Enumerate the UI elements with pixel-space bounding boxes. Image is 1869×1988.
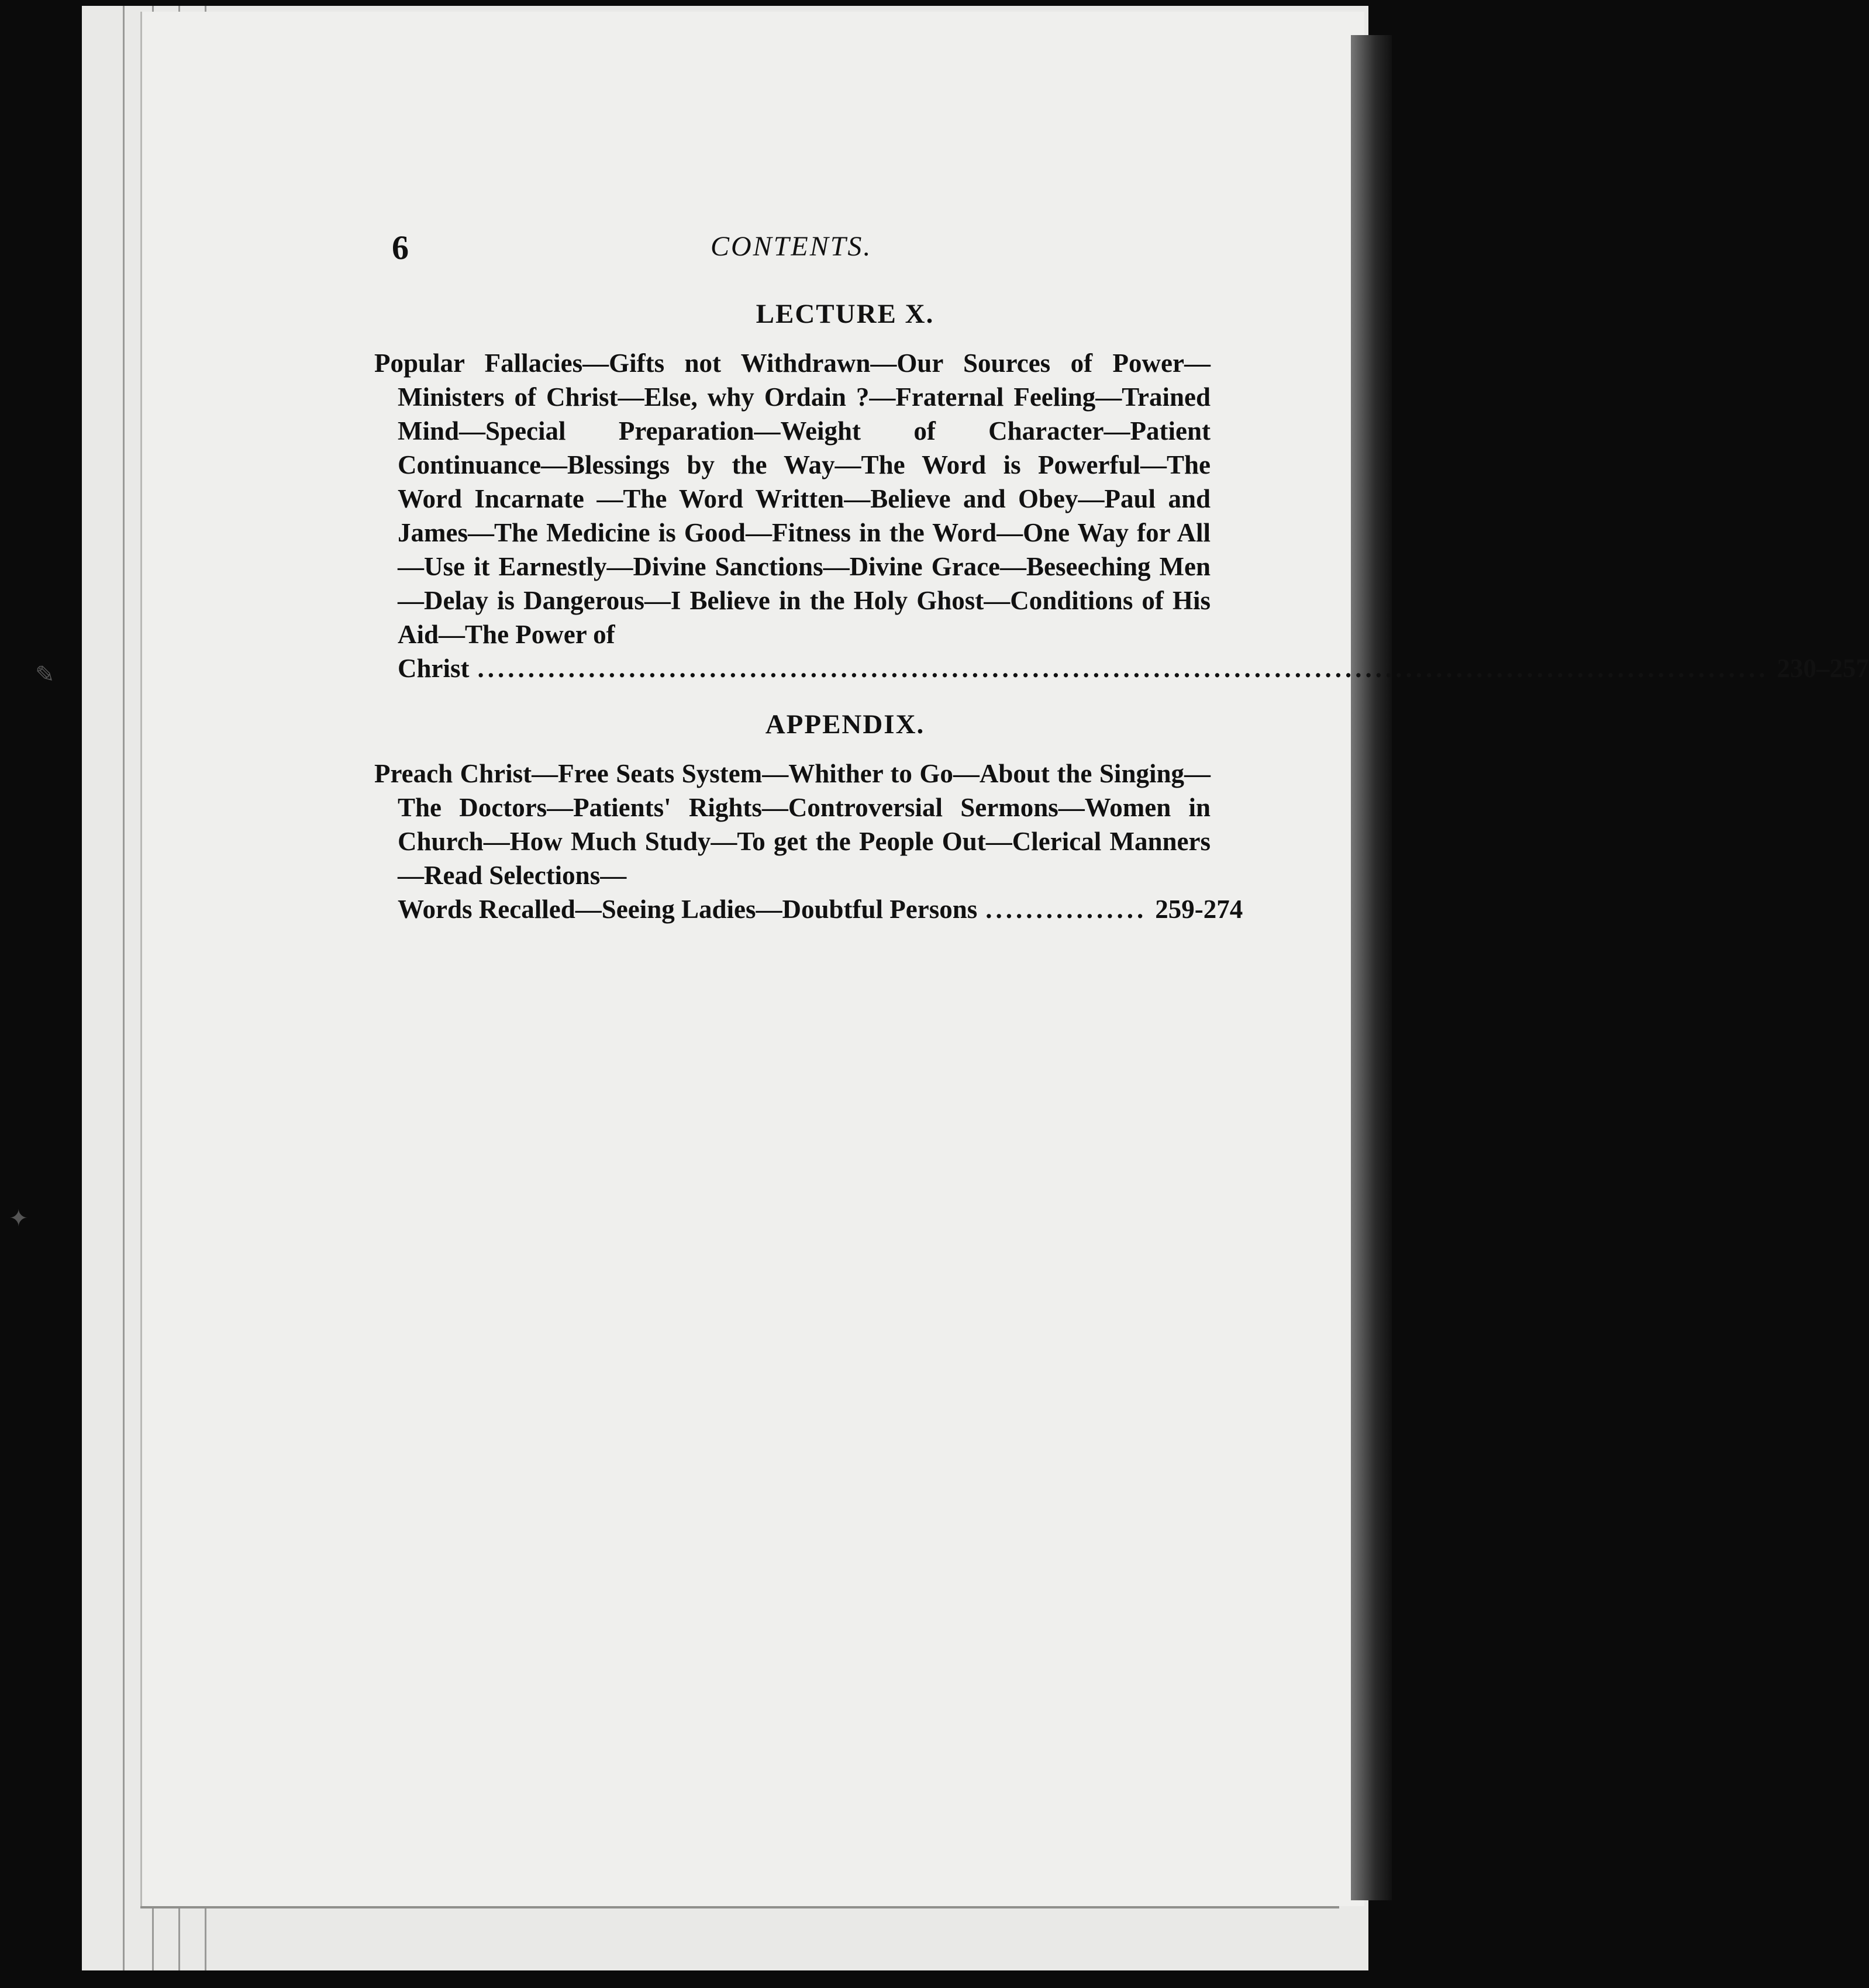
page-header xyxy=(374,228,1211,281)
page-bottom-edge xyxy=(140,1906,1339,1908)
entry-last-words: Christ xyxy=(398,654,470,683)
entry-last-words: Words Recalled—Seeing Ladies—Doubtful Persons xyxy=(398,895,978,924)
entry-text: Popular Fallacies—Gifts not Withdrawn—Our Sources of Power—Ministers of Christ—Else, why Ordain ?—Fraternal Feeling—Trained Mind—Special Preparation—Weight of Character—Patient Continuance—Blessings by the Way—The Word is Powerful—The Word Incarnate —The Word Written—Believe and Obey—Paul and James—The Medicine is Good—Fitness in the Word—One Way for All—Use it Earnestly—Divine Sanctions—Divine Grace—Beseeching Men—Delay is Dangerous—I Believe in the Holy Ghost—Conditions of His Aid—The Power of xyxy=(374,348,1211,649)
page-range: 230–257 xyxy=(1777,654,1869,683)
dot-leader: ................................................................................................................................ xyxy=(477,654,1769,683)
scan-mark: ✎ xyxy=(35,661,55,688)
scan-mark: ✦ xyxy=(9,1205,29,1231)
spine-shadow xyxy=(1351,35,1392,1900)
toc-entry-lecture xyxy=(374,346,1869,685)
entry-pages-line xyxy=(374,892,1243,926)
running-head: CONTENTS. xyxy=(711,231,873,262)
page-number: 6 xyxy=(392,229,409,267)
page-range: 259-274 xyxy=(1155,895,1243,924)
section-title-lecture: LECTURE X. xyxy=(756,299,935,329)
toc-entry-appendix xyxy=(374,757,1243,926)
page-edge xyxy=(123,6,125,1970)
contents-page xyxy=(374,228,1869,926)
section-title-appendix: APPENDIX. xyxy=(765,709,925,740)
entry-text: Preach Christ—Free Seats System—Whither to Go—About the Singing—The Doctors—Patients' Rights—Controversial Sermons—Women in Church—How Much Study—To get the People Out—Clerical Manners—Read Selections— xyxy=(374,759,1211,890)
dot-leader: ................ xyxy=(985,895,1147,924)
entry-pages-line xyxy=(374,651,1869,685)
